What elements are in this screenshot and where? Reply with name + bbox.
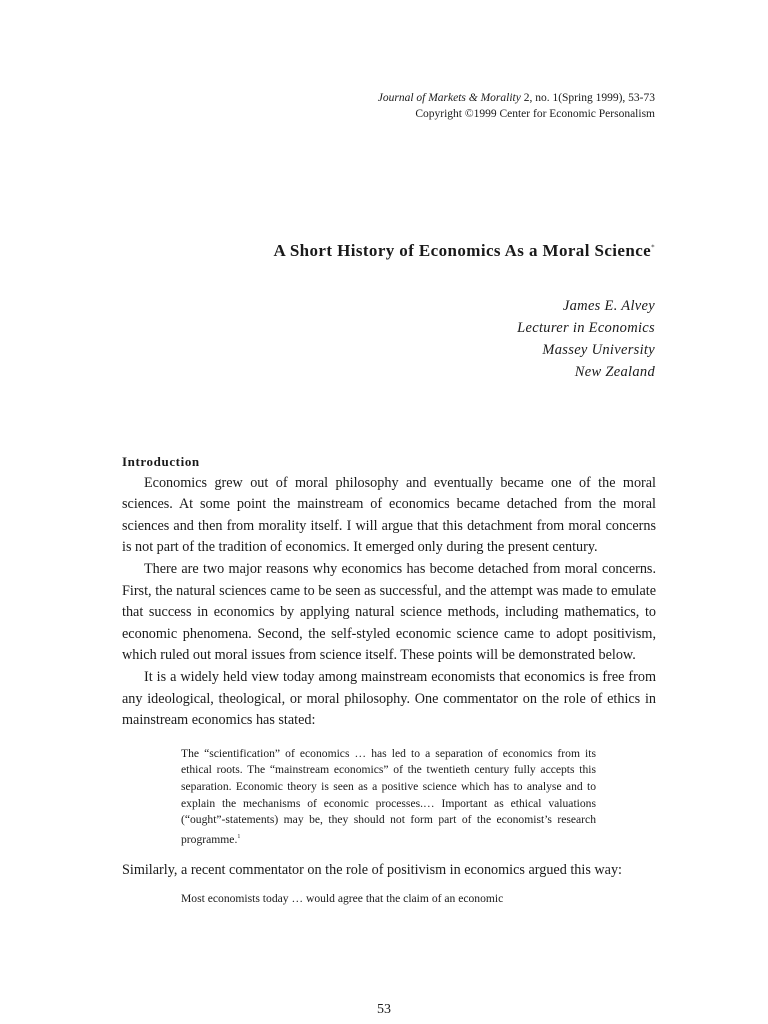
article-title (0, 241, 655, 261)
journal-header (378, 90, 655, 122)
paragraph: It is a widely held view today among mainstream economists that economics is free from any ideological, theological, or moral philosophy. One commentator on the role of ethics in mainstream economics has stated: (122, 668, 656, 729)
paragraph: There are two major reasons why economics has become detached from moral concerns. First, the natural sciences came to be seen as successful, and the attempt was made to emulate that success in economics by applying natural science methods, including mathematics, to economic phenomena. Second, the self-styled economic science came to adopt positivism, which ruled out moral issues from science itself. These points will be demonstrated below. (122, 560, 656, 664)
author-country: New Zealand (574, 364, 655, 380)
paragraph: Economics grew out of moral philosophy and eventually became one of the moral sciences. At some point the mainstream of economics became detached from the moral sciences and then from morality itself. I will argue that this detachment from moral concerns is not part of the tradition of economics. It emerged only during the present century. (122, 474, 656, 556)
block-quote (181, 746, 596, 848)
author-name: James E. Alvey (562, 298, 655, 314)
paragraph: Similarly, a recent commentator on the role of positivism in economics argued this way: (122, 862, 622, 879)
footnote-reference[interactable]: 1 (237, 833, 241, 840)
article-title-text: A Short History of Economics As a Moral Science (273, 241, 652, 260)
journal-issue: 2, no. 1(Spring 1999), 53-73 (520, 92, 655, 104)
author-position: Lecturer in Economics (517, 320, 655, 336)
author-block (517, 295, 655, 383)
copyright-line: Copyright ©1999 Center for Economic Personalism (415, 108, 655, 120)
block-quote-text: The “scientification” of economics … has led to a separation of economics from its ethical roots. The “mainstream economics” of the twentieth century fully accepts this separation. Economic theory is seen as a positive science which has to analyse and to explain the mechanisms of economic processes.… Important as ethical valuations (“ought”-statements) may be, they should not form part of the economist’s research programme. (181, 746, 596, 846)
title-footnote-mark[interactable]: * (651, 243, 655, 252)
journal-citation (378, 90, 655, 106)
journal-name: Journal of Markets & Morality (377, 92, 521, 104)
author-institution: Massey University (542, 342, 655, 358)
block-quote: Most economists today … would agree that the claim of an economic (181, 891, 504, 905)
page-number: 53 (377, 1002, 391, 1017)
article-body (122, 451, 656, 907)
section-heading: Introduction (122, 454, 200, 469)
